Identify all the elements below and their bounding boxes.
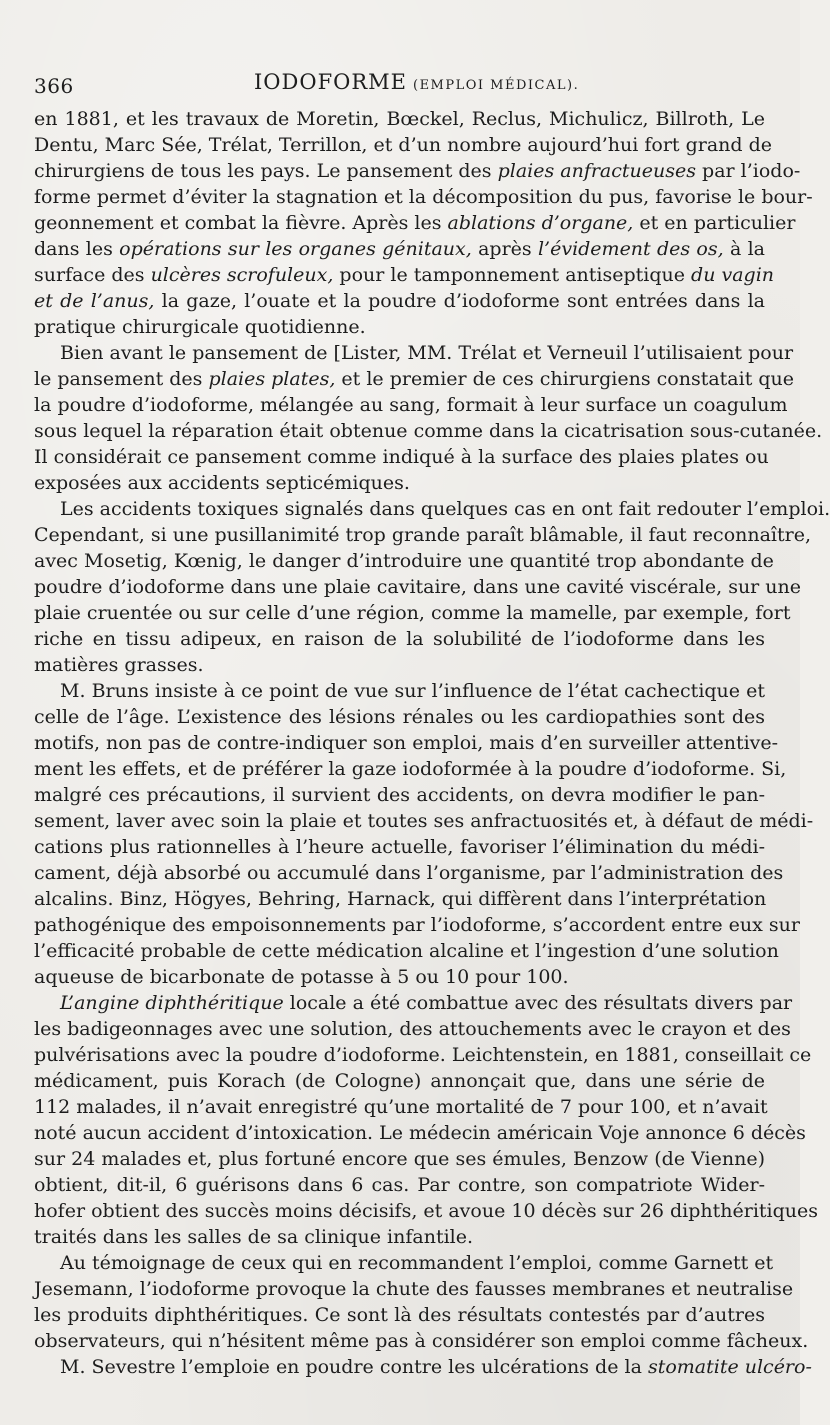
text-line <box>34 444 769 470</box>
text-line <box>34 704 765 730</box>
paragraph <box>34 106 813 340</box>
text-segment: le pansement des <box>34 368 209 390</box>
text-line <box>34 1328 809 1354</box>
text-line <box>34 678 765 704</box>
italic-text: plaies anfractueuses <box>497 160 697 182</box>
text-line <box>34 340 794 366</box>
text-line <box>34 938 779 964</box>
text-line <box>34 808 814 834</box>
text-segment: M. Sevestre l’emploie en poudre contre les ulcérations de la <box>60 1356 648 1378</box>
italic-text: du vagin <box>691 264 775 286</box>
text-segment: cament, déjà absorbé ou accumulé dans l’organisme, par l’administration des <box>34 862 784 884</box>
text-segment: sous lequel la réparation était obtenue comme dans la cicatrisation sous-cutanée. <box>34 420 823 442</box>
text-segment: Cependant, si une pusillanimité trop grande paraît blâmable, il faut reconnaître, <box>34 524 812 546</box>
paragraph <box>34 1354 812 1380</box>
text-segment: surface des <box>34 264 151 286</box>
text-line <box>34 574 802 600</box>
text-line <box>34 418 823 444</box>
text-segment: pulvérisations avec la poudre d’iodoforme. Leichtenstein, en 1881, conseillait ce <box>34 1044 812 1066</box>
paragraph <box>34 678 814 990</box>
text-segment: 112 malades, il n’avait enregistré qu’une mortalité de 7 pour 100, et n’avait <box>34 1096 768 1118</box>
text-line <box>34 1094 768 1120</box>
text-segment: hofer obtient des succès moins décisifs, et avoue 10 décès sur 26 diphthéritiques <box>34 1200 819 1222</box>
italic-text: stomatite ulcéro- <box>647 1356 812 1378</box>
text-segment: obtient, dit-il, 6 guérisons dans 6 cas. Par contre, son compatriote Wider- <box>34 1174 765 1196</box>
text-segment: alcalins. Binz, Högyes, Behring, Harnack, qui diffèrent dans l’interprétation <box>34 888 767 910</box>
text-line <box>34 834 765 860</box>
text-segment: les badigeonnages avec une solution, des attouchements avec le crayon et des <box>34 1018 791 1040</box>
text-line <box>34 548 774 574</box>
italic-text: opérations sur les organes génitaux, <box>119 238 472 260</box>
text-segment: chirurgiens de tous les pays. Le pansement des <box>34 160 498 182</box>
text-segment: dans les <box>34 238 120 260</box>
text-segment: Jesemann, l’iodoforme provoque la chute des fausses membranes et neutralise <box>34 1278 794 1300</box>
text-line <box>34 132 773 158</box>
text-segment: médicament, puis Korach (de Cologne) annonçait que, dans une série de <box>34 1070 765 1092</box>
italic-text: ablations d’organe, <box>447 212 634 234</box>
text-segment: pratique chirurgicale quotidienne. <box>34 316 366 338</box>
text-segment: plaie cruentée ou sur celle d’une région, comme la mamelle, par exemple, fort <box>34 602 791 624</box>
text-line <box>34 652 765 678</box>
text-segment: la poudre d’iodoforme, mélangée au sang, formait à leur surface un coagulum <box>34 394 788 416</box>
text-line <box>34 158 801 184</box>
text-line <box>34 1042 812 1068</box>
text-segment: locale a été combattue avec des résultats divers par <box>283 992 793 1014</box>
text-segment: malgré ces précautions, il survient des accidents, on devra modifier le pan- <box>34 784 765 806</box>
text-segment: Les accidents toxiques signalés dans quelques cas en ont fait redouter l’emploi. <box>60 498 830 520</box>
text-line <box>34 236 765 262</box>
page-number: 366 <box>34 74 74 98</box>
text-line <box>34 626 765 652</box>
text-line <box>34 392 788 418</box>
text-segment: ment les effets, et de préférer la gaze iodoformée à la poudre d’iodoforme. Si, <box>34 758 787 780</box>
text-line <box>34 1068 765 1094</box>
text-line <box>34 496 830 522</box>
text-segment: par l’iodo- <box>696 160 801 182</box>
text-segment: la gaze, l’ouate et la poudre d’iodoforme sont entrées dans la <box>154 290 766 312</box>
body-text <box>34 106 830 1380</box>
text-line <box>34 1172 765 1198</box>
text-line <box>34 1198 819 1224</box>
text-segment: traités dans les salles de sa clinique infantile. <box>34 1226 474 1248</box>
text-line <box>34 262 775 288</box>
italic-text: L’angine diphthéritique <box>60 992 284 1014</box>
paragraph <box>34 990 819 1250</box>
text-segment: après <box>471 238 538 260</box>
text-segment: à la <box>723 238 765 260</box>
text-segment: observateurs, qui n’hésitent même pas à considérer son emploi comme fâcheux. <box>34 1330 809 1352</box>
text-line <box>34 1276 794 1302</box>
running-head <box>254 70 579 94</box>
text-line <box>34 366 795 392</box>
text-line <box>34 106 765 132</box>
text-segment: Bien avant le pansement de [Lister, MM. Trélat et Verneuil l’utilisaient pour <box>60 342 794 364</box>
text-segment: les produits diphthéritiques. Ce sont là des résultats contestés par d’autres <box>34 1304 765 1326</box>
text-segment: l’efficacité probable de cette médication alcaline et l’ingestion d’une solution <box>34 940 779 962</box>
text-line <box>34 1146 765 1172</box>
paragraph <box>34 1250 809 1354</box>
text-line <box>34 600 791 626</box>
text-line <box>34 288 765 314</box>
text-line <box>34 782 765 808</box>
text-line <box>34 1302 765 1328</box>
text-line <box>34 1016 791 1042</box>
italic-text: ulcères scrofuleux, <box>150 264 334 286</box>
text-line <box>34 184 813 210</box>
text-line <box>34 860 784 886</box>
text-segment: avec Mosetig, Kœnig, le danger d’introduire une quantité trop abondante de <box>34 550 774 572</box>
text-line <box>34 964 765 990</box>
text-line <box>34 1224 765 1250</box>
text-line <box>34 886 765 912</box>
text-line <box>34 210 796 236</box>
text-segment: pathogénique des empoisonnements par l’iodoforme, s’accordent entre eux sur <box>34 914 800 936</box>
text-line <box>34 756 787 782</box>
text-segment: Au témoignage de ceux qui en recommandent l’emploi, comme Garnett et <box>60 1252 774 1274</box>
text-line <box>34 522 812 548</box>
text-segment: geonnement et combat la fièvre. Après les <box>34 212 448 234</box>
text-segment: et en particulier <box>633 212 796 234</box>
italic-text: plaies plates, <box>208 368 336 390</box>
text-line <box>34 730 779 756</box>
page-header <box>34 70 760 100</box>
text-segment: aqueuse de bicarbonate de potasse à 5 ou 10 pour 100. <box>34 966 569 988</box>
text-line <box>34 1354 812 1380</box>
text-segment: poudre d’iodoforme dans une plaie cavitaire, dans une cavité viscérale, sur une <box>34 576 802 598</box>
text-segment: M. Bruns insiste à ce point de vue sur l’influence de l’état cachectique et <box>60 680 765 702</box>
text-segment: riche en tissu adipeux, en raison de la solubilité de l’iodoforme dans les <box>34 628 765 650</box>
text-segment: et le premier de ces chirurgiens constatait que <box>335 368 795 390</box>
text-segment: Il considérait ce pansement comme indiqué à la surface des plaies plates ou <box>34 446 769 468</box>
text-line <box>34 470 765 496</box>
text-segment: exposées aux accidents septicémiques. <box>34 472 410 494</box>
text-segment: pour le tamponnement antiseptique <box>333 264 692 286</box>
text-segment: en 1881, et les travaux de Moretin, Bœckel, Reclus, Michulicz, Billroth, Le <box>34 108 765 130</box>
text-segment: Dentu, Marc Sée, Trélat, Terrillon, et d’un nombre aujourd’hui fort grand de <box>34 134 773 156</box>
italic-text: et de l’anus, <box>34 290 155 312</box>
paragraph <box>34 340 823 496</box>
text-segment: celle de l’âge. L’existence des lésions rénales ou les cardiopathies sont des <box>34 706 765 728</box>
paragraph <box>34 496 830 678</box>
text-segment: sur 24 malades et, plus fortuné encore que ses émules, Benzow (de Vienne) <box>34 1148 765 1170</box>
text-segment: forme permet d’éviter la stagnation et la décomposition du pus, favorise le bour- <box>34 186 813 208</box>
text-segment: matières grasses. <box>34 654 204 676</box>
text-line <box>34 1250 774 1276</box>
italic-text: l’évidement des os, <box>537 238 724 260</box>
text-segment: motifs, non pas de contre-indiquer son emploi, mais d’en surveiller attentive- <box>34 732 779 754</box>
running-head-title: IODOFORME <box>254 70 407 94</box>
text-line <box>34 1120 806 1146</box>
text-line <box>34 314 765 340</box>
text-line <box>34 912 800 938</box>
text-line <box>34 990 793 1016</box>
text-segment: cations plus rationnelles à l’heure actuelle, favoriser l’élimination du médi- <box>34 836 765 858</box>
text-segment: sement, laver avec soin la plaie et toutes ses anfractuosités et, à défaut de médi- <box>34 810 814 832</box>
text-segment: noté aucun accident d’intoxication. Le médecin américain Voje annonce 6 décès <box>34 1122 806 1144</box>
running-head-subtitle: (EMPLOI MÉDICAL). <box>413 78 580 93</box>
